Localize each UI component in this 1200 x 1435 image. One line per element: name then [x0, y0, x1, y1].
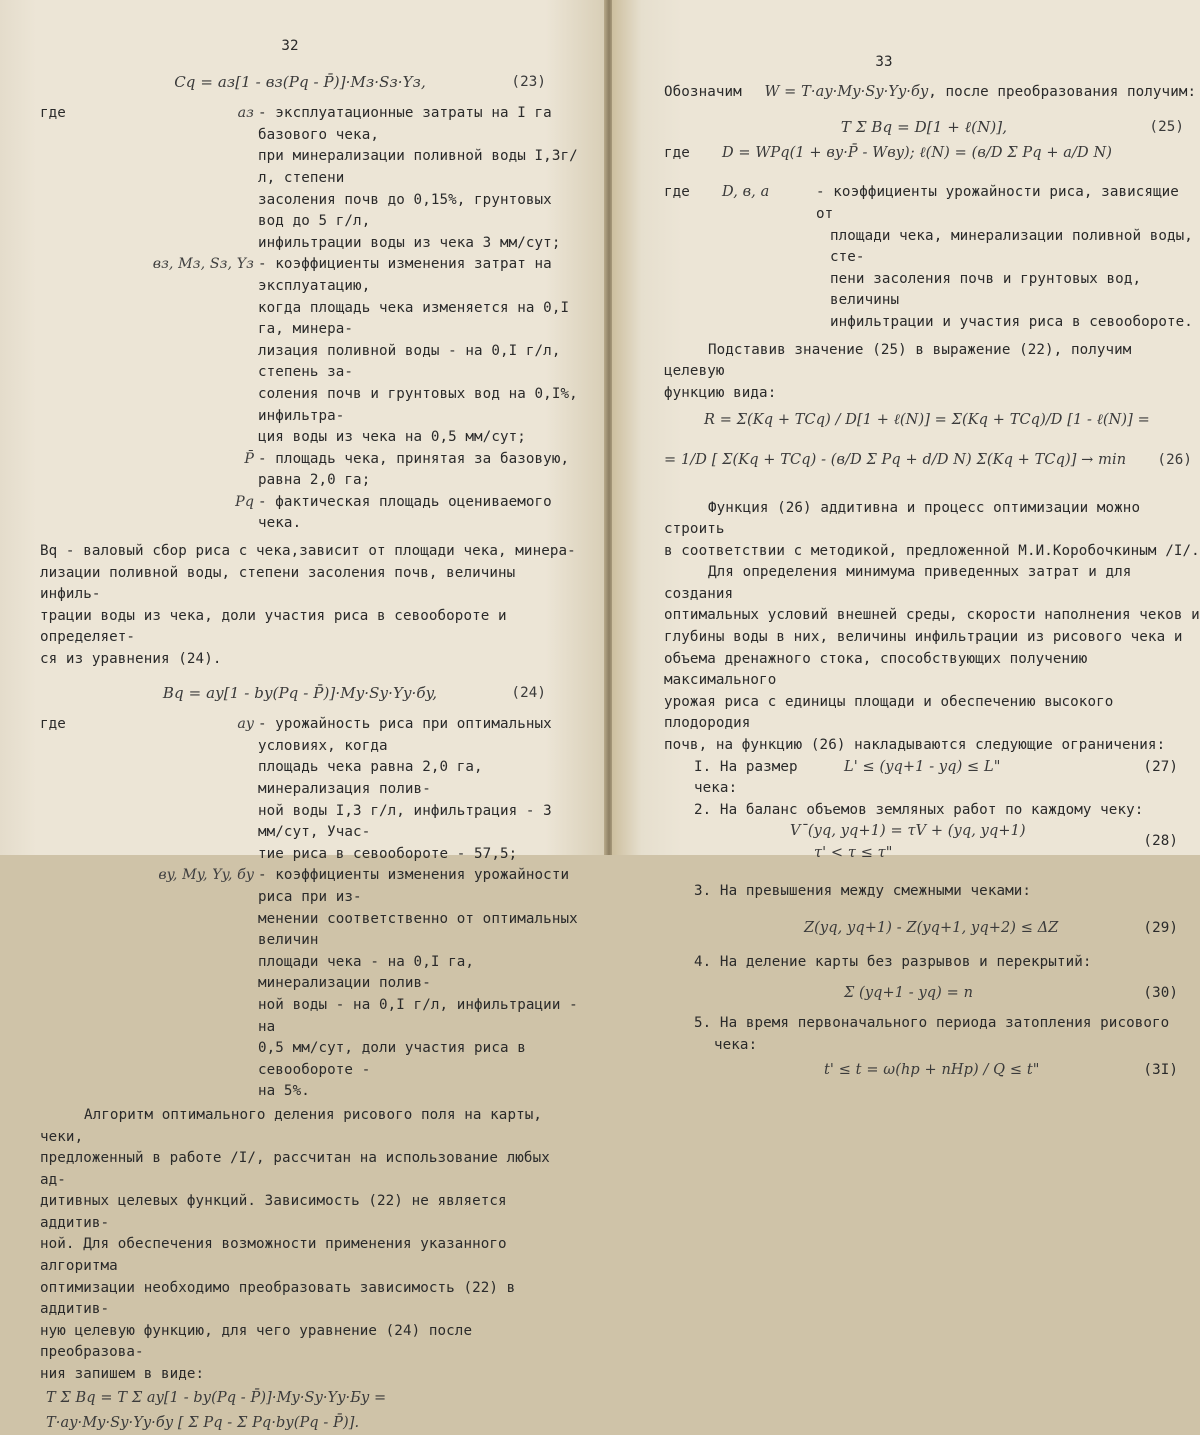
paragraph-function: Функция (26) аддитивна и процесс оптимизации можно строить в соответствии с методикой, предложенной М.И.Коробочкиным /I/. [664, 499, 1200, 559]
definitions-block [40, 714, 606, 1103]
equation-number: (26) [1157, 451, 1192, 468]
where-label: где [664, 144, 690, 161]
paragraph-bq: Bq - валовый сбор риса с чека,зависит от площади чека, минера- лизации поливной воды, степени засоления почв, величины инфиль- трации воды из чека, доли участия риса в севообороте и определяет- ся из уравнения (24). [40, 543, 576, 668]
definition-row: где D, в, a - коэффициенты урожайности риса, зависящие от площади чека, минерализации поливной воды, сте- пени засоления почв и грунтовых вод, величины инфильтрации и участия риса в севообороте. [664, 182, 1200, 333]
formula-final: T Σ Bq = T Σ ay[1 - by(Pq - P̄)]·My·Sy·Yy·Бy = T·ay·My·Sy·Yy·бy [ Σ Pq - Σ Pq·by(Pq - P̄)]. [46, 1389, 387, 1432]
definition-row: где aз - эксплуатационные затраты на I га базового чека, при минерализации поливной воды I,3г/л, степени засоления почв до 0,15%, грунтовых вод до 5 г/л, инфильтрации воды из чека 3 мм/сут; [40, 103, 606, 254]
equation-number: (27) [1143, 758, 1178, 775]
paragraph-substitution: Подставив значение (25) в выражение (22), получим целевую функцию вида: [664, 341, 1132, 401]
formula-26b: = 1/D [ Σ(Kq + TCq) - (в/D Σ Pq + d/D N) Σ(Kq + TCq)] → min (26) [664, 450, 1200, 472]
intro-line: Обозначим W = T·ay·My·Sy·Yy·бy, после преобразования получим: [664, 83, 1197, 100]
definition-symbol: P̄ [244, 450, 254, 467]
constraint-2: 2. На баланс объемов земляных работ по каждому чеку: [694, 801, 1144, 818]
formula-30: Σ (yq+1 - yq) = n (30) [664, 983, 1200, 1005]
definitions-block [40, 103, 606, 535]
page-number: 32 [281, 38, 299, 54]
definition-row: где ay - урожайность риса при оптимальных условиях, когда площадь чека равна 2,0 га, минерализация полив- ной воды I,3 г/л, инфильтрация - 3 мм/сут, Учас- тие риса в севообороте - 57,5; [40, 714, 606, 865]
formula-25b: D = WPq(1 + вy·P̄ - Wвy); ℓ(N) = (в/D Σ Pq + a/D N) [722, 144, 1112, 161]
definition-symbol: Pq [235, 493, 254, 510]
equation-number: (3I) [1143, 1062, 1178, 1079]
definition-symbol: ay [237, 716, 254, 733]
formula-23: Cq = aз[1 - вз(Pq - P̄)]·Mз·Sз·Yз, (23) [40, 72, 560, 94]
definition-symbol: aз [237, 105, 254, 122]
formula-28: V¯(yq, yq+1) = τV + (yq, yq+1) τ' < τ ≤ τ" (28) [664, 821, 1200, 864]
constraint-3: 3. На превышения между смежными чеками: [694, 882, 1032, 899]
equation-number: (29) [1143, 920, 1178, 937]
definition-symbol: вy, My, Yy, бy [158, 867, 254, 884]
equation-number: (25) [1149, 119, 1184, 136]
formula-31: t' ≤ t = ω(hp + nHp) / Q ≤ t" (3I) [664, 1060, 1200, 1082]
definition-symbol: вз, Mз, Sз, Yз [152, 256, 254, 273]
formula-29: Z(yq, yq+1) - Z(yq+1, yq+2) ≤ ΔZ (29) [664, 918, 1200, 940]
formula-25: T Σ Bq = D[1 + ℓ(N)], (25) [664, 117, 1184, 139]
where-label: где [40, 716, 66, 733]
equation-number: (30) [1143, 985, 1178, 1002]
page-number: 33 [875, 54, 893, 70]
constraint-1: I. На размер чека: L' ≤ (yq+1 - yq) ≤ L" (27) [664, 757, 1200, 800]
where-label: где [664, 184, 690, 201]
equation-number: (23) [511, 73, 546, 90]
definition-symbol: D, в, a [722, 184, 770, 201]
formula-25b-row [664, 143, 1200, 165]
paragraph-minimum: Для определения минимума приведенных затрат и для создания оптимальных условий внешней среды, скорости наполнения чеков и глубины воды в них, величины инфильтрации из рисового чека и объема дренажного стока, способствующих получению максимального урожая риса с единицы площади и обеспечению высокого плодородия почв, на функцию (26) накладываются следующие ограничения: [664, 564, 1200, 754]
equation-number: (28) [1143, 833, 1178, 850]
formula-24: Bq = ay[1 - by(Pq - P̄)]·My·Sy·Yy·бy, (24) [40, 683, 560, 705]
definition-row: Pq - фактическая площадь оцениваемого чека. [40, 492, 606, 535]
right-page [612, 0, 1200, 1079]
constraint-5: 5. На время первоначального периода затопления рисового чека: [694, 1014, 1170, 1053]
definition-row: вy, My, Yy, бy - коэффициенты изменения урожайности риса при из- менении соответственно от оптимальных величин площади чека - на 0,I га, минерализации полив- ной воды - на 0,I г/л, инфильтрации - на 0,5 мм/сут, доли участия риса в севообороте - на 5%. [40, 865, 606, 1103]
formula-26a: R = Σ(Kq + TCq) / D[1 + ℓ(N)] = Σ(Kq + TCq)/D [1 - ℓ(N)] = [704, 412, 1150, 429]
constraint-4: 4. На деление карты без разрывов и перекрытий: [694, 953, 1092, 970]
paragraph-algorithm: Алгоритм оптимального деления рисового поля на карты, чеки, предложенный в работе /I/, рассчитан на использование любых ад- дитивных целевых функций. Зависимость (22) не является аддитив- ной. Для обеспечения возможности применения указанного алгоритма оптимизации необходимо преобразовать зависимость (22) в аддитив- ную целевую функцию, для чего уравнение (24) после преобразова- ния запишем в виде: [40, 1106, 550, 1383]
equation-number: (24) [511, 684, 546, 701]
definition-row: вз, Mз, Sз, Yз - коэффициенты изменения затрат на эксплуатацию, когда площадь чека изменяется на 0,I га, минера- лизация поливной воды - на 0,I г/л, степень за- соления почв и грунтовых вод на 0,I%, инфильтра- ция воды из чека на 0,5 мм/сут; [40, 254, 606, 448]
definition-row: P̄ - площадь чека, принятая за базовую, равна 2,0 га; [40, 449, 606, 492]
where-label: где [40, 105, 66, 122]
